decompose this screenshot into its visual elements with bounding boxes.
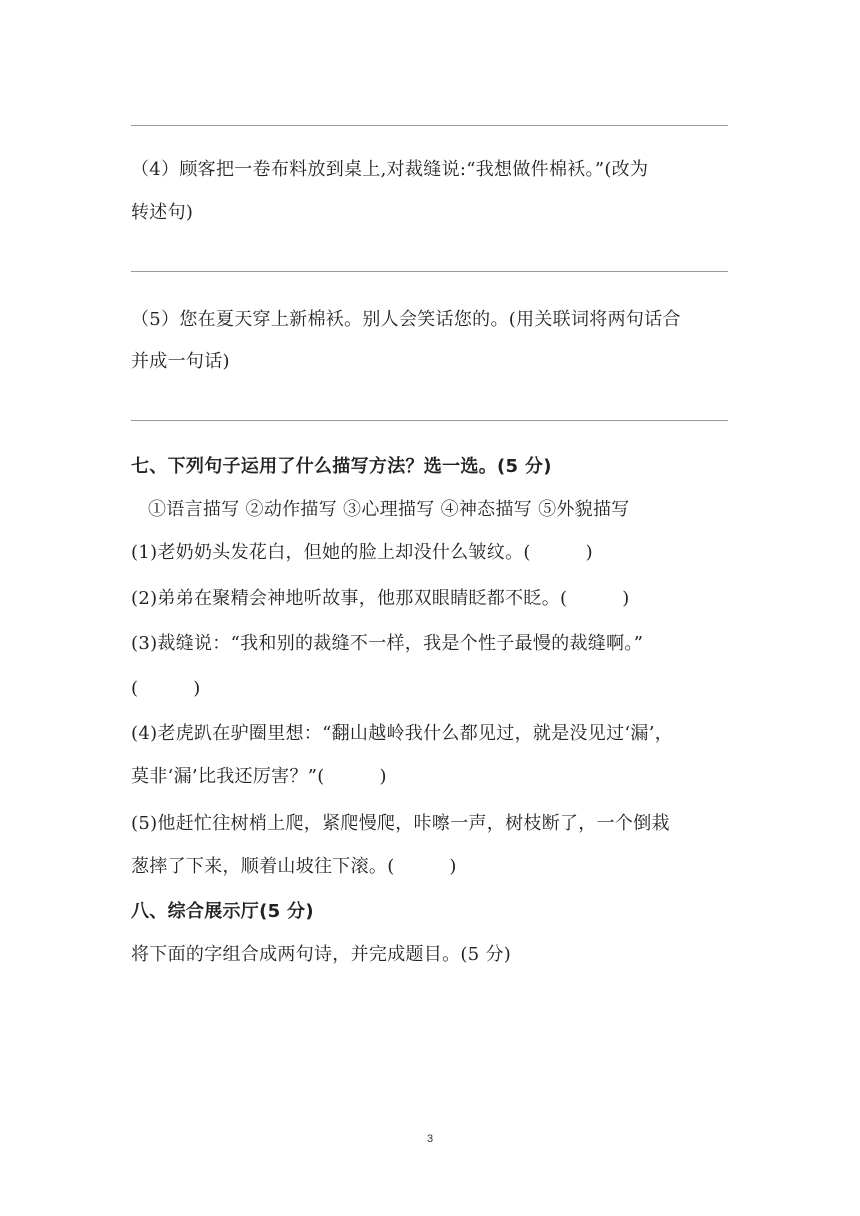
- q7-item-1: (1)老奶奶头发花白，但她的脸上却没什么皱纹。( ): [131, 542, 593, 563]
- q7-heading: 七、下列句子运用了什么描写方法？选一选。(5 分): [131, 456, 552, 477]
- q7-item-4: (4)老虎趴在驴圈里想：“翻山越岭我什么都见过，就是没见过‘漏’，: [131, 723, 674, 744]
- answer-line-3: [131, 420, 728, 421]
- answer-line-2: [131, 271, 728, 272]
- q6-item5-line1: （5）您在夏天穿上新棉袄。别人会笑话您的。(用关联词将两句话合: [131, 309, 681, 330]
- q6-item5-line2: 并成一句话): [131, 351, 230, 372]
- q7-item-5-cont: 葱摔了下来，顺着山坡往下滚。( ): [131, 856, 457, 877]
- q7-item-3: (3)裁缝说：“我和别的裁缝不一样，我是个性子最慢的裁缝啊。”: [131, 633, 644, 654]
- q7-item-4-cont: 莫非‘漏’比我还厉害？”( ): [131, 766, 387, 787]
- page-number: 3: [426, 1133, 434, 1145]
- q7-options: ①语言描写 ②动作描写 ③心理描写 ④神态描写 ⑤外貌描写: [148, 499, 630, 520]
- answer-line-1: [131, 125, 728, 126]
- q7-item-2: (2)弟弟在聚精会神地听故事，他那双眼睛眨都不眨。( ): [131, 588, 630, 609]
- q8-heading: 八、综合展示厅(5 分): [131, 901, 314, 922]
- q6-item4-line1: （4）顾客把一卷布料放到桌上,对裁缝说:“我想做件棉袄。”(改为: [131, 159, 649, 180]
- q7-item-3-answer: ( ): [131, 678, 201, 699]
- q8-instruction: 将下面的字组合成两句诗，并完成题目。(5 分): [131, 944, 512, 965]
- q7-item-5: (5)他赶忙往树梢上爬，紧爬慢爬，咔嚓一声，树枝断了，一个倒栽: [131, 813, 670, 834]
- q6-item4-line2: 转述句): [131, 202, 194, 223]
